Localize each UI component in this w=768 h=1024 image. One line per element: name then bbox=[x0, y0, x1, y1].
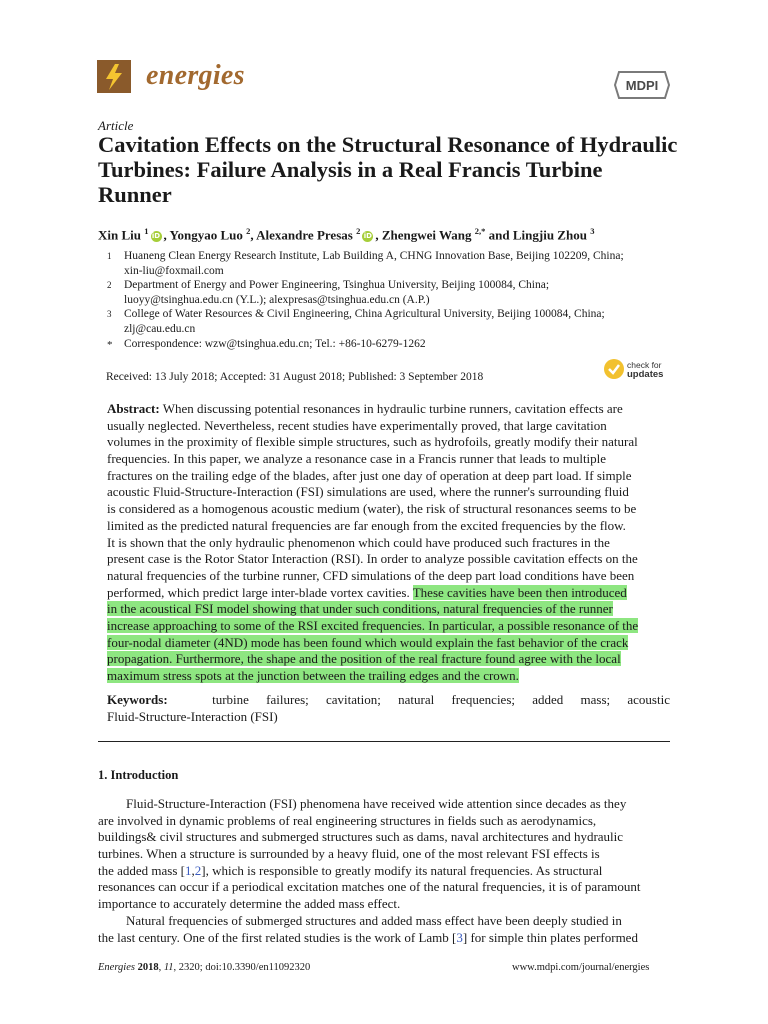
citation-link[interactable]: 3 bbox=[456, 929, 463, 945]
highlighted-text: maximum stress spots at the junction between the trailing edges and the crown. bbox=[107, 668, 519, 683]
highlighted-text: in the acoustical FSI model showing that under such conditions, natural frequencies of the runner bbox=[107, 601, 613, 617]
keywords-label: Keywords: bbox=[107, 692, 168, 707]
introduction-text: Fluid-Structure-Interaction (FSI) phenomena have received wide attention since decades as they are involved in dynamic problems of real engineering structures in fields such as aerodynamics, buildings& civil structures and submerged structures such as dams, naval architectures and hydraulic turbines. When a structure is surrounded by a heavy fluid, one of the most relevant FSI effects is the added mass [1,2], which is responsible to greatly modify its natural frequencies. As structural resonances can occur if a periodical excitation matches one of the natural frequencies, it is of paramount importance to accurately determine the added mass effect. Natural frequencies of submerged structures and added mass effect have been deeply studied in the last century. One of the first related studies is the work of Lamb [3] for simple thin plates performed bbox=[98, 796, 641, 945]
mdpi-label: MDPI bbox=[625, 78, 659, 93]
mdpi-logo-icon bbox=[613, 70, 671, 105]
publication-dates: Received: 13 July 2018; Accepted: 31 August 2018; Published: 3 September 2018 bbox=[106, 371, 484, 383]
abstract: Abstract: When discussing potential resonances in hydraulic turbine runners, cavitation effects are usually neglected. Nevertheless, recent studies have experimentally proved, that large cavitation volumes in the proximity of flexible simple structures, such as hydrofoils, greatly modify their natural frequencies. In this paper, we analyze a resonance case in a Francis runner that leads to multiple fractures on the trailing edge of the blades, after just one day of operation at deep part load. If simple acoustic Fluid-Structure-Interaction (FSI) simulations are used, where the runner's surrounding fluid is considered as a homogenous acoustic medium (water), the risk of structural resonances seems to be limited as the predicted natural frequencies are far enough from the excited frequencies by the flow. It is shown that the only hydraulic phenomenon which could have produced such fractures in the present case is the Rotor Stator Interaction (RSI). In order to analyze possible cavitation effects on the natural frequencies of the turbine runner, CFD simulations of the deep part load conditions have been performed, which predict large inter-blade vortex cavities. These cavities have been then introduced in the acoustical FSI model showing that under such conditions, natural frequencies of the runner increase approaching to some of the RSI excited frequencies. In particular, a possible resonance of the four-nodal diameter (4ND) mode has been found which would explain the fast behavior of the crack propagation. Furthermore, the shape and the position of the real fracture found agree with the local maximum stress spots at the junction between the trailing edges and the crown. bbox=[107, 401, 639, 683]
author-list: Xin Liu $^1$ iD , Yongyao Luo $^2$, Alexandre Presas $^2$ iD , Zhengwei Wang $^{2,*}$ and Lingjiu Zhou $^3$ bbox=[98, 226, 595, 243]
section-divider bbox=[98, 741, 670, 742]
highlighted-text: increase approaching to some of the RSI excited frequencies. In particular, a possible resonance of the bbox=[107, 617, 639, 633]
journal-name: energies bbox=[146, 60, 245, 91]
paper-title: Cavitation Effects on the Structural Resonance of Hydraulic Turbines: Failure Analysis in a Real Francis Turbine Runner bbox=[98, 132, 678, 207]
section-heading: 1. Introduction bbox=[98, 768, 179, 782]
author-name: Xin Liu bbox=[98, 227, 141, 243]
journal-logo-icon bbox=[97, 60, 131, 93]
author-name: Yongyao Luo bbox=[169, 227, 243, 243]
author-name: Alexandre Presas bbox=[256, 227, 353, 243]
citation-link[interactable]: 2 bbox=[194, 862, 202, 878]
highlighted-text: These cavities have been then introduced bbox=[412, 584, 627, 600]
check-for-updates-label[interactable]: check for updates bbox=[627, 360, 664, 380]
article-type: Article bbox=[98, 118, 134, 133]
keywords: Keywords: turbine failures; cavitation; natural frequencies; added mass; acoustic Fluid-Structure-Interaction (FSI) bbox=[107, 692, 670, 724]
author-name: Zhengwei Wang bbox=[381, 227, 472, 243]
highlighted-text: four-nodal diameter (4ND) mode has been found which would explain the fast behavior of the crack bbox=[107, 634, 629, 650]
orcid-icon[interactable]: iD bbox=[363, 231, 372, 240]
check-for-updates-icon[interactable] bbox=[603, 358, 625, 385]
abstract-label: Abstract: bbox=[107, 401, 160, 416]
footer-citation: Energies 2018, 11, 2320; doi:10.3390/en11092320 bbox=[98, 962, 311, 973]
highlighted-text: propagation. Furthermore, the shape and the position of the real fracture found agree with the local bbox=[107, 651, 621, 667]
citation-link[interactable]: 1 bbox=[185, 862, 192, 878]
orcid-icon[interactable]: iD bbox=[151, 231, 161, 240]
author-name: Lingjiu Zhou bbox=[512, 227, 587, 243]
footer-url[interactable]: www.mdpi.com/journal/energies bbox=[512, 962, 650, 973]
